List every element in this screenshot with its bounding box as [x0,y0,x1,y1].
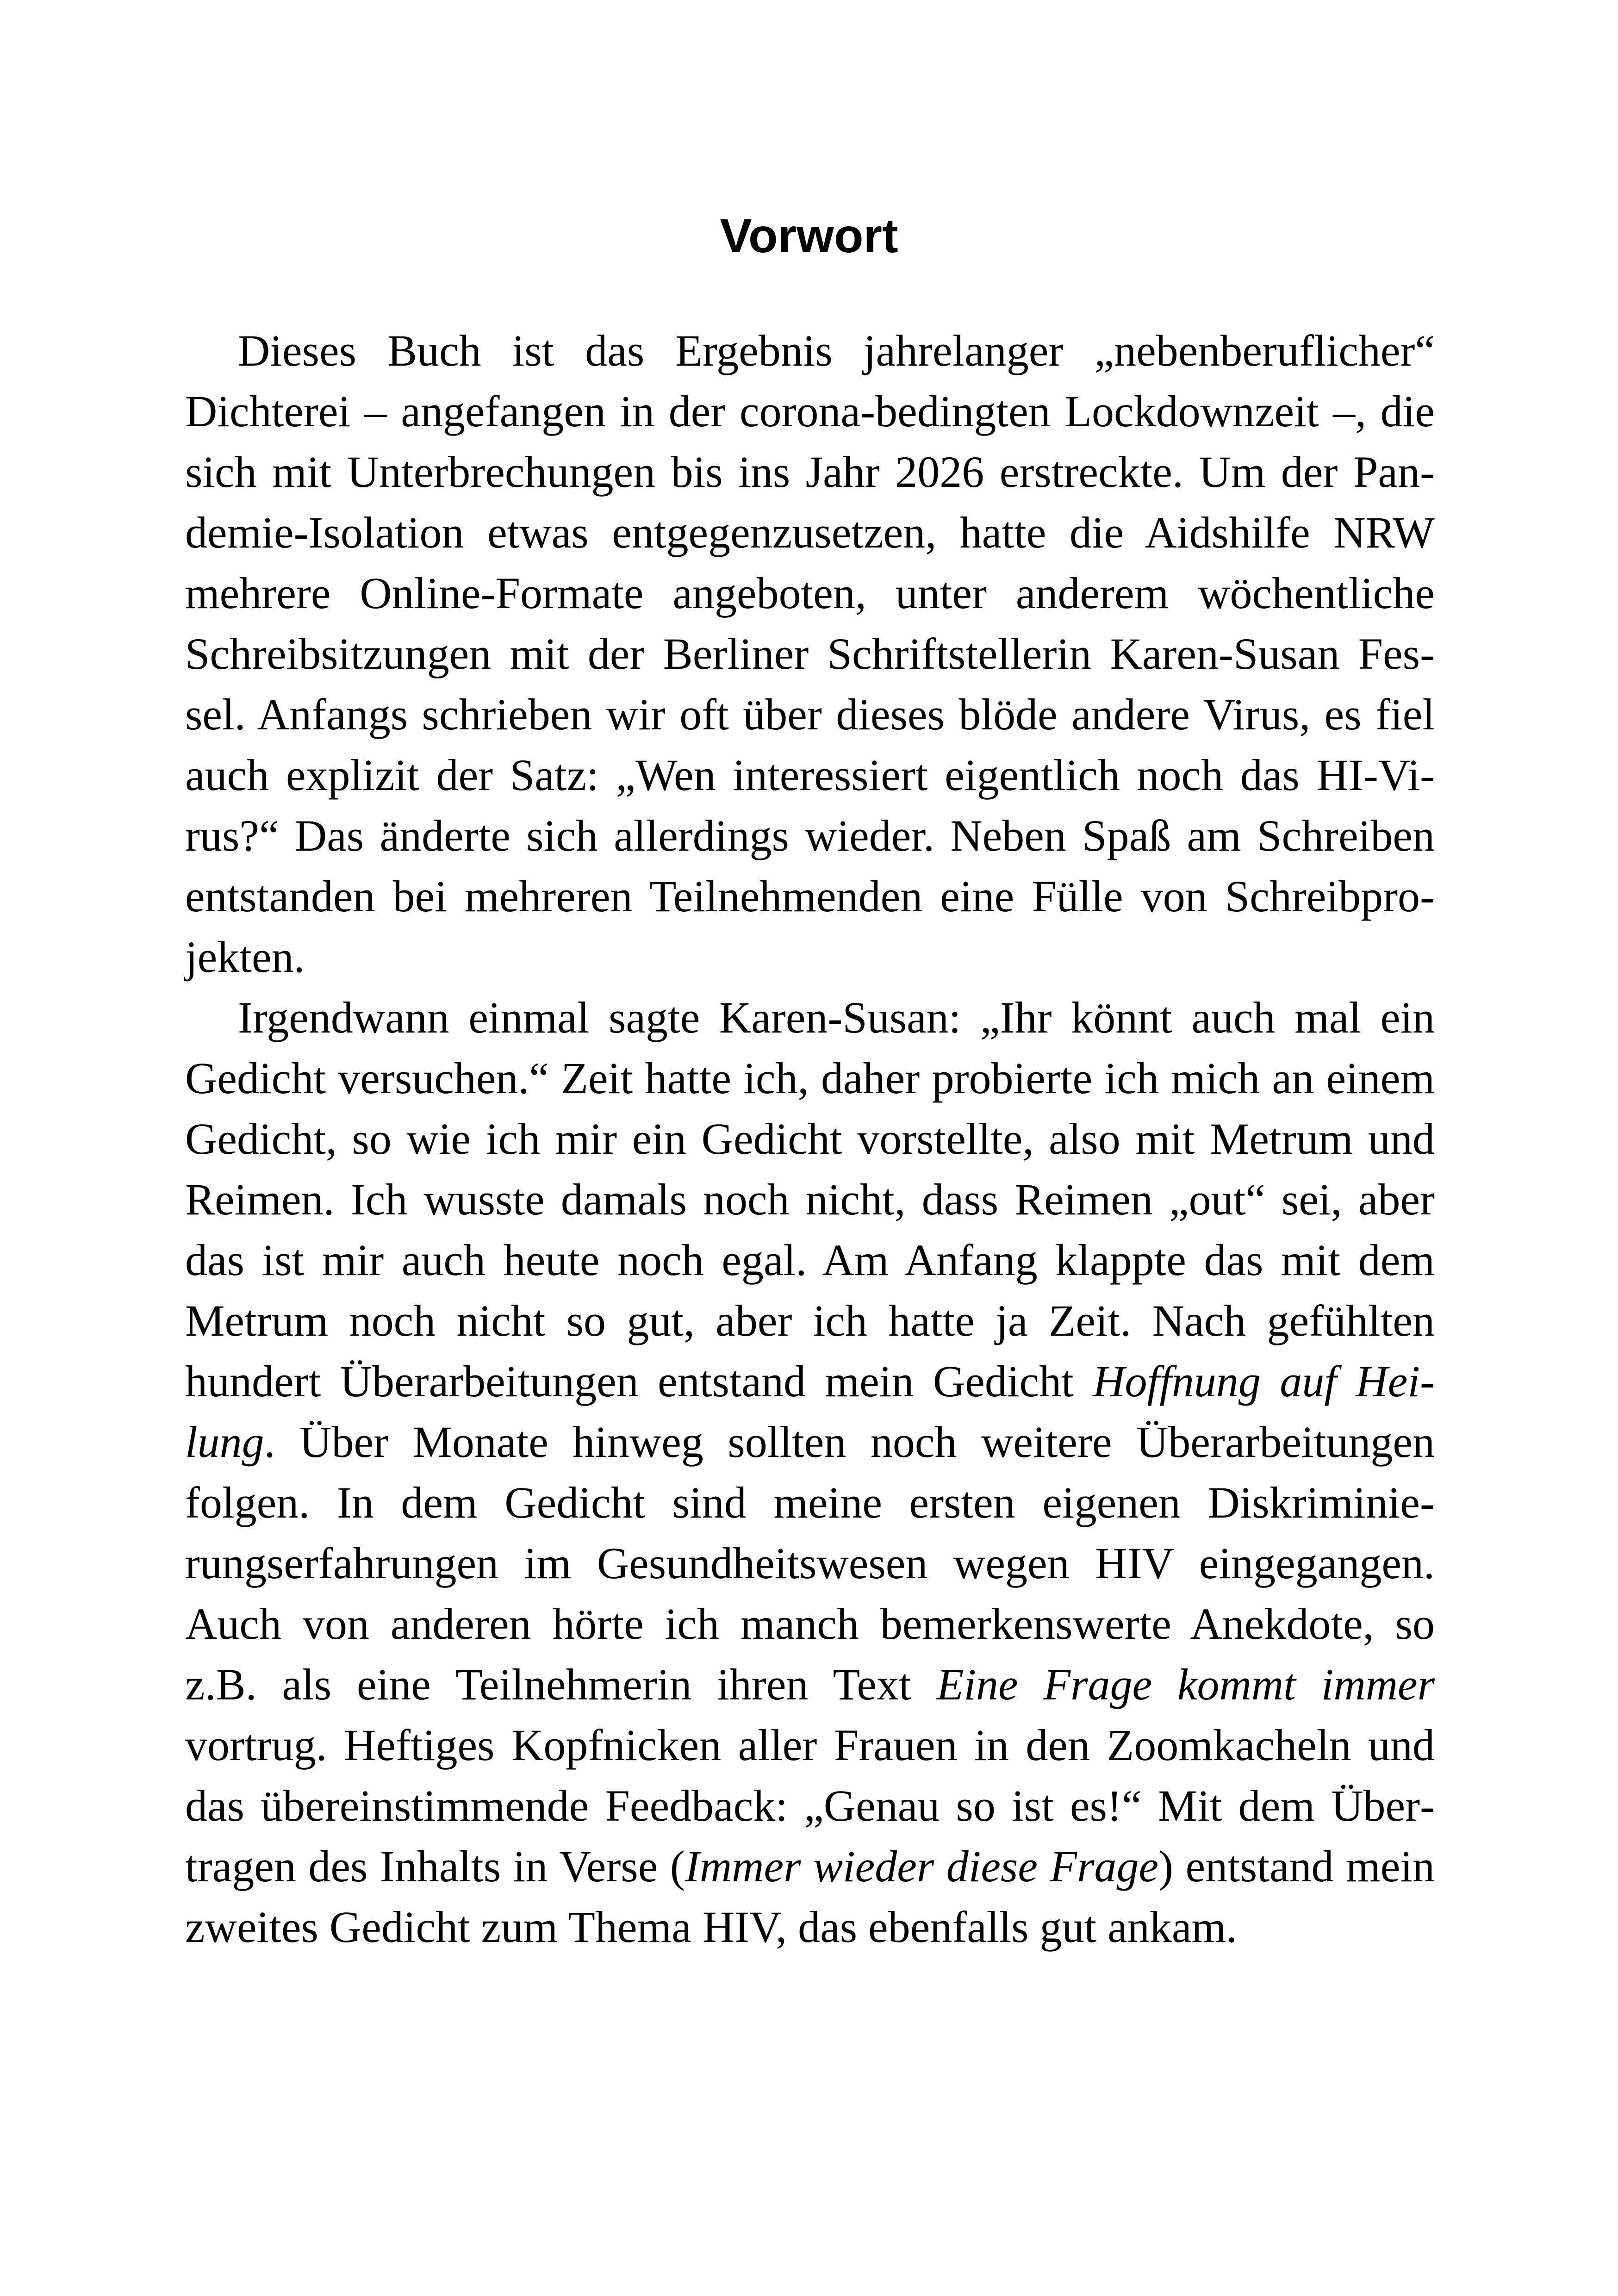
paragraph-2 [185,987,1435,1957]
text-title-eine-frage-kommt-immer: Eine Frage kommt immer [936,1660,1435,1709]
paragraph-1-text: Dieses Buch ist das Ergebnis jahrelanger „nebenberuflicher“ Dichterei – angefangen in der corona-bedingten Lockdownzeit –, die sich mit Unterbrechungen bis ins Jahr 2026 erstreckte. Um der Pandemie-Isolation etwas entgegenzusetzen, hatte die Aidshilfe NRW mehrere Online-Formate angeboten, unter anderem wöchentliche Schreibsitzungen mit der Berliner Schriftstellerin Karen-Susan Fessel. Anfangs schrieben wir oft über dieses blöde andere Virus, es fiel auch explizit der Satz: „Wen interessiert eigentlich noch das HI-Virus?“ Das änderte sich allerdings wieder. Neben Spaß am Schreiben entstanden bei mehreren Teilnehmenden eine Fülle von Schreibprojekten. [185,326,1435,982]
poem-title-hoffnung-auf-heilung: Hoffnung auf Heilung [185,1356,1435,1467]
body-text [185,320,1435,1957]
chapter-title: Vorwort [720,209,898,263]
paragraph-1 [185,320,1435,987]
paragraph-2-text-1: Irgendwann einmal sagte Karen-Susan: „Ihr könnt auch mal ein Gedicht versuchen.“ Zeit hatte ich, daher probierte ich mich an einem Gedicht, so wie ich mir ein Gedicht vorstellte, also mit Metrum und Reimen. Ich wusste damals noch nicht, dass Reimen „out“ sei, aber das ist mir auch heute noch egal. Am Anfang klappte das mit dem Metrum noch nicht so gut, aber ich hatte ja Zeit. Nach gefühlten hundert Überarbeitungen entstand mein Gedicht [185,993,1435,1406]
poem-title-immer-wieder-diese-frage: Immer wieder diese Frage [685,1842,1159,1891]
paragraph-2-text-4: ) entstand mein zweites Gedicht zum Thema HIV, das ebenfalls gut ankam. [185,1842,1435,1952]
paragraph-2-text-2: . Über Monate hinweg sollten noch weitere Überarbeitungen folgen. In dem Gedicht sind meine ersten eigenen Diskriminierungserfahrungen im Gesundheitswesen wegen HIV eingegangen. Auch von anderen hörte ich manch bemerkenswerte Anekdote, so z.B. als eine Teilnehmerin ihren Text [185,1417,1435,1709]
paragraph-2-text-3: vortrug. Heftiges Kopfnicken aller Frauen in den Zoomkacheln und das übereinstimmende Feedback: „Genau so ist es!“ Mit dem Übertragen des Inhalts in Verse ( [185,1720,1435,1891]
